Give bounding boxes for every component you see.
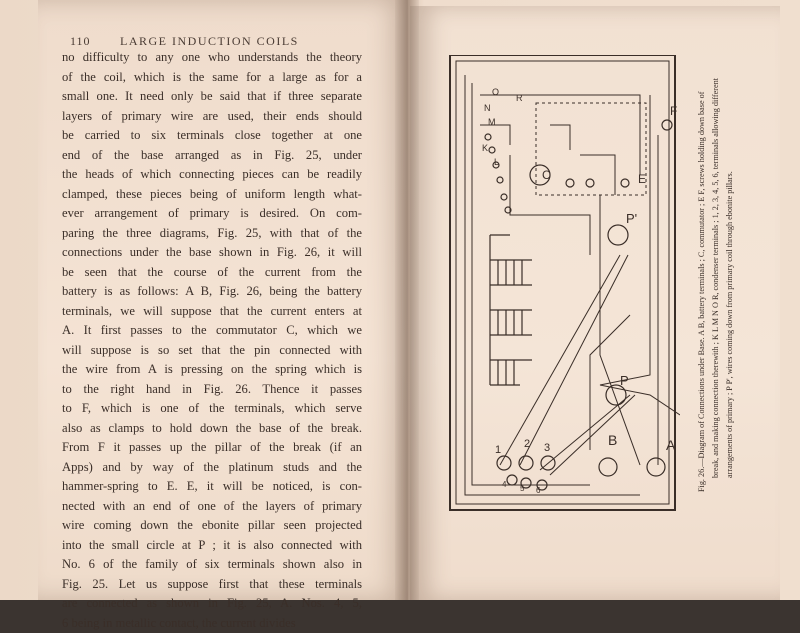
text-line: No. 6 of the family of six terminals shown also in bbox=[62, 555, 362, 575]
break-outline bbox=[536, 103, 646, 195]
text-line: are connected as shown in Fig. 25, A. Nos. 4, 5, bbox=[62, 594, 362, 614]
break-label-f: F bbox=[670, 104, 677, 118]
text-line: of the coil, which is the same for a large as for a bbox=[62, 68, 362, 88]
text-line: 6 being in metallic contact, the current divides bbox=[62, 614, 362, 633]
terminal-label-4: 4 bbox=[502, 480, 507, 489]
caption-line: break, and making connection therewith ; K L M N O R, condenser terminals ; 1, 2, 3, 4, 5, 6, terminals allowing different bbox=[711, 77, 720, 478]
text-line: to the right hand in Fig. 26. Thence it passes bbox=[62, 380, 362, 400]
text-line: ever arrangement of primary is desired. On com- bbox=[62, 204, 362, 224]
text-line: paring the three diagrams, Fig. 25, with that of the bbox=[62, 224, 362, 244]
break-label-e: E bbox=[638, 172, 646, 186]
connection-diagram bbox=[440, 55, 680, 515]
text-line: Fig. 25. Let us suppose first that these terminals bbox=[62, 575, 362, 595]
body-text bbox=[62, 48, 362, 633]
diagram-frame bbox=[450, 55, 675, 510]
book-gutter bbox=[395, 0, 419, 600]
condenser-comb bbox=[490, 235, 532, 385]
text-line: will suppose is so set that the pin connected with bbox=[62, 341, 362, 361]
text-line: no difficulty to any one who understands the theory bbox=[62, 48, 362, 68]
condenser-label-l: L bbox=[494, 157, 499, 167]
pillar-label-p: P bbox=[620, 373, 629, 388]
commutator-label: C bbox=[542, 168, 551, 182]
caption-line: arrangements of primary ; P P', wires coming down from primary coil through ebonite pillars. bbox=[725, 171, 734, 478]
text-line: A. It first passes to the commutator C, which we bbox=[62, 321, 362, 341]
condenser-label-o: O bbox=[492, 87, 499, 97]
text-line: small one. It need only be said that if three separate bbox=[62, 87, 362, 107]
text-line: end of the base arranged as in Fig. 25, under bbox=[62, 146, 362, 166]
text-line: terminals, we will suppose that the current enters at bbox=[62, 302, 362, 322]
text-line: also as clamps to hold down the base of the break. bbox=[62, 419, 362, 439]
text-line: clamped, these pieces being of uniform length what- bbox=[62, 185, 362, 205]
battery-label-b: B bbox=[608, 432, 617, 448]
pillar-label-p-prime: P' bbox=[626, 211, 637, 226]
text-line: hammer-spring to E. E, it will be noticed, is con- bbox=[62, 477, 362, 497]
text-line: be seen that the course of the current from the bbox=[62, 263, 362, 283]
text-line: to F, which is one of the terminals, which serve bbox=[62, 399, 362, 419]
text-line: the heads of which connecting pieces can be readily bbox=[62, 165, 362, 185]
terminal-label-5: 5 bbox=[520, 484, 525, 493]
text-line: layers of primary wire are used, their ends should bbox=[62, 107, 362, 127]
text-line: connections under the base shown in Fig. 26, it will bbox=[62, 243, 362, 263]
terminal-label-1: 1 bbox=[495, 444, 501, 456]
terminal-label-2: 2 bbox=[524, 438, 530, 450]
caption-line: Fig. 26.—Diagram of Connections under Base. A B, battery terminals ; C, commutator ; E F, screws holding down base of bbox=[697, 91, 706, 492]
text-line: the wire from A is pressing on the spring which is bbox=[62, 360, 362, 380]
terminal-label-6: 6 bbox=[536, 486, 541, 495]
text-line: nected with an end of one of the layers of primary bbox=[62, 497, 362, 517]
text-line: From F it passes up the pillar of the break (if an bbox=[62, 438, 362, 458]
condenser-label-r: R bbox=[516, 93, 523, 103]
text-line: be carried to six terminals close together at one bbox=[62, 126, 362, 146]
text-line: wire coming down the ebonite pillar seen projected bbox=[62, 516, 362, 536]
condenser-label-k: K bbox=[482, 143, 488, 153]
diagram-inner-frame bbox=[456, 61, 669, 504]
battery-label-a: A bbox=[666, 437, 676, 453]
text-line: into the small circle at P ; it is also connected with bbox=[62, 536, 362, 556]
condenser-label-m: M bbox=[488, 117, 496, 127]
text-line: battery is as follows: A B, Fig. 26, being the battery bbox=[62, 282, 362, 302]
running-head: LARGE INDUCTION COILS bbox=[120, 34, 299, 49]
text-line: Apps) and by way of the platinum studs and the bbox=[62, 458, 362, 478]
page-number: 110 bbox=[70, 34, 91, 49]
condenser-label-n: N bbox=[484, 103, 491, 113]
figure-caption bbox=[694, 72, 754, 492]
terminal-label-3: 3 bbox=[544, 442, 550, 454]
